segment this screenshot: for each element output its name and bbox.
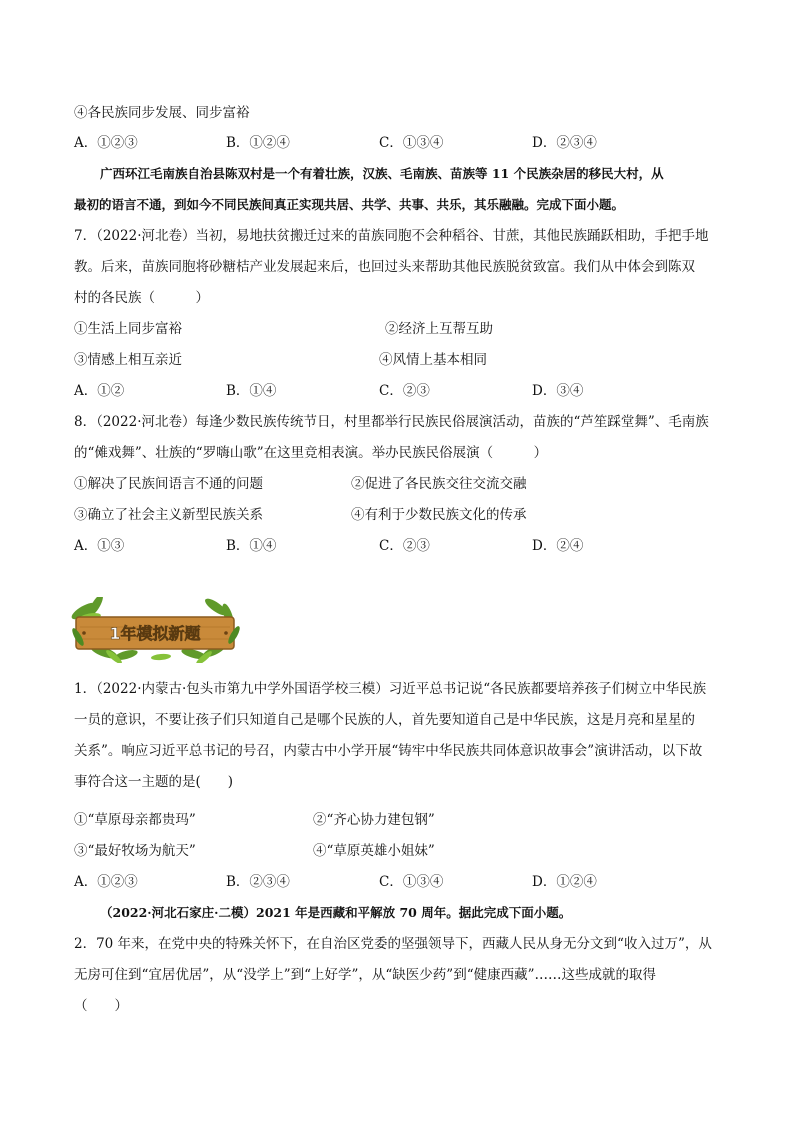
- m2-stem-line-2: 无房可住到“宜居优居”，从“没学上”到“上好学”，从“缺医少药”到“健康西藏”……这些成就的取得: [74, 967, 657, 983]
- m1-option-4: ④“草原英雄小姐妹”: [313, 843, 435, 859]
- q7-option-1: ①生活上同步富裕: [74, 321, 182, 337]
- q8-choice-c[interactable]: C．②③: [379, 538, 430, 554]
- passage-2: （2022·河北石家庄·二模）2021 年是西藏和平解放 70 周年。据此完成下面小题。: [100, 905, 572, 920]
- m2-stem-line-3: （ ）: [74, 998, 128, 1014]
- q6-choice-a[interactable]: A．①②③: [74, 135, 138, 151]
- q7-option-3: ③情感上相互亲近: [74, 352, 182, 368]
- q8-option-1: ①解决了民族间语言不通的问题: [74, 476, 263, 492]
- q6-choice-c[interactable]: C．①③④: [379, 135, 444, 151]
- q7-choice-a[interactable]: A．①②: [74, 383, 125, 399]
- m1-option-3: ③“最好牧场为航天”: [74, 843, 196, 859]
- passage-1-line-2: 最初的语言不通，到如今不同民族间真正实现共居、共学、共事、共乐，其乐融融。完成下面小题。: [74, 197, 625, 212]
- q7-stem-line-1: 7．（2022·河北卷）当初，易地扶贫搬迁过来的苗族同胞不会种稻谷、甘蔗，其他民族踊跃相助，手把手地: [74, 228, 709, 244]
- passage-1-line-1: 广西环江毛南族自治县陈双村是一个有着壮族，汉族、毛南族、苗族等 11 个民族杂居的移民大村，从: [100, 166, 664, 181]
- q8-option-2: ②促进了各民族交往交流交融: [351, 476, 527, 492]
- m1-option-2: ②“齐心协力建包钢”: [313, 812, 435, 828]
- q6-choice-b[interactable]: B．①②④: [226, 135, 290, 151]
- q7-option-2: ②经济上互帮互助: [385, 321, 493, 337]
- q6-option-4: ④各民族同步发展、同步富裕: [74, 105, 250, 121]
- q8-choice-d[interactable]: D．②④: [532, 538, 584, 554]
- section-banner-title: 1年模拟新题: [109, 624, 201, 643]
- q7-choice-d[interactable]: D．③④: [532, 383, 584, 399]
- m1-choice-d[interactable]: D．①②④: [532, 874, 597, 890]
- m1-stem-line-2: 一员的意识，不要让孩子们只知道自己是哪个民族的人，首先要知道自己是中华民族，这是月亮和星星的: [74, 712, 695, 728]
- m1-stem-line-4: 事符合这一主题的是( ): [74, 774, 234, 790]
- q7-stem-line-2: 教。后来，苗族同胞将砂糖桔产业发展起来后，也回过头来帮助其他民族脱贫致富。我们从中体会到陈双: [74, 259, 695, 275]
- q7-choice-b[interactable]: B．①④: [226, 383, 277, 399]
- section-banner: [66, 597, 244, 663]
- m1-choice-a[interactable]: A．①②③: [74, 874, 138, 890]
- m1-stem-line-1: 1．（2022·内蒙古·包头市第九中学外国语学校三模）习近平总书记说“各民族都要培养孩子们树立中华民族: [74, 681, 707, 697]
- q8-choice-b[interactable]: B．①④: [226, 538, 277, 554]
- q6-choice-d[interactable]: D．②③④: [532, 135, 597, 151]
- m1-option-1: ①“草原母亲都贵玛”: [74, 812, 196, 828]
- m2-stem-line-1: 2．70 年来，在党中央的特殊关怀下，在自治区党委的坚强领导下，西藏人民从身无分文到“收入过万”，从: [74, 936, 712, 952]
- q8-choice-a[interactable]: A．①③: [74, 538, 125, 554]
- q8-stem-line-2: 的“傩戏舞”、壮族的“罗嗨山歌”在这里竞相表演。举办民族民俗展演（ ）: [74, 445, 548, 461]
- q7-option-4: ④风情上基本相同: [379, 352, 487, 368]
- q8-option-4: ④有利于少数民族文化的传承: [351, 507, 527, 523]
- q8-stem-line-1: 8．（2022·河北卷）每逢少数民族传统节日，村里都举行民族民俗展演活动，苗族的“芦笙踩堂舞”、毛南族: [74, 414, 709, 430]
- m1-choice-c[interactable]: C．①③④: [379, 874, 444, 890]
- q7-choice-c[interactable]: C．②③: [379, 383, 430, 399]
- q7-stem-line-3: 村的各民族（ ）: [74, 290, 209, 306]
- m1-stem-line-3: 关系”。响应习近平总书记的号召，内蒙古中小学开展“铸牢中华民族共同体意识故事会”演讲活动，以下故: [74, 743, 703, 759]
- q8-option-3: ③确立了社会主义新型民族关系: [74, 507, 263, 523]
- m1-choice-b[interactable]: B．②③④: [226, 874, 290, 890]
- wooden-sign-leaves-icon: [66, 597, 244, 663]
